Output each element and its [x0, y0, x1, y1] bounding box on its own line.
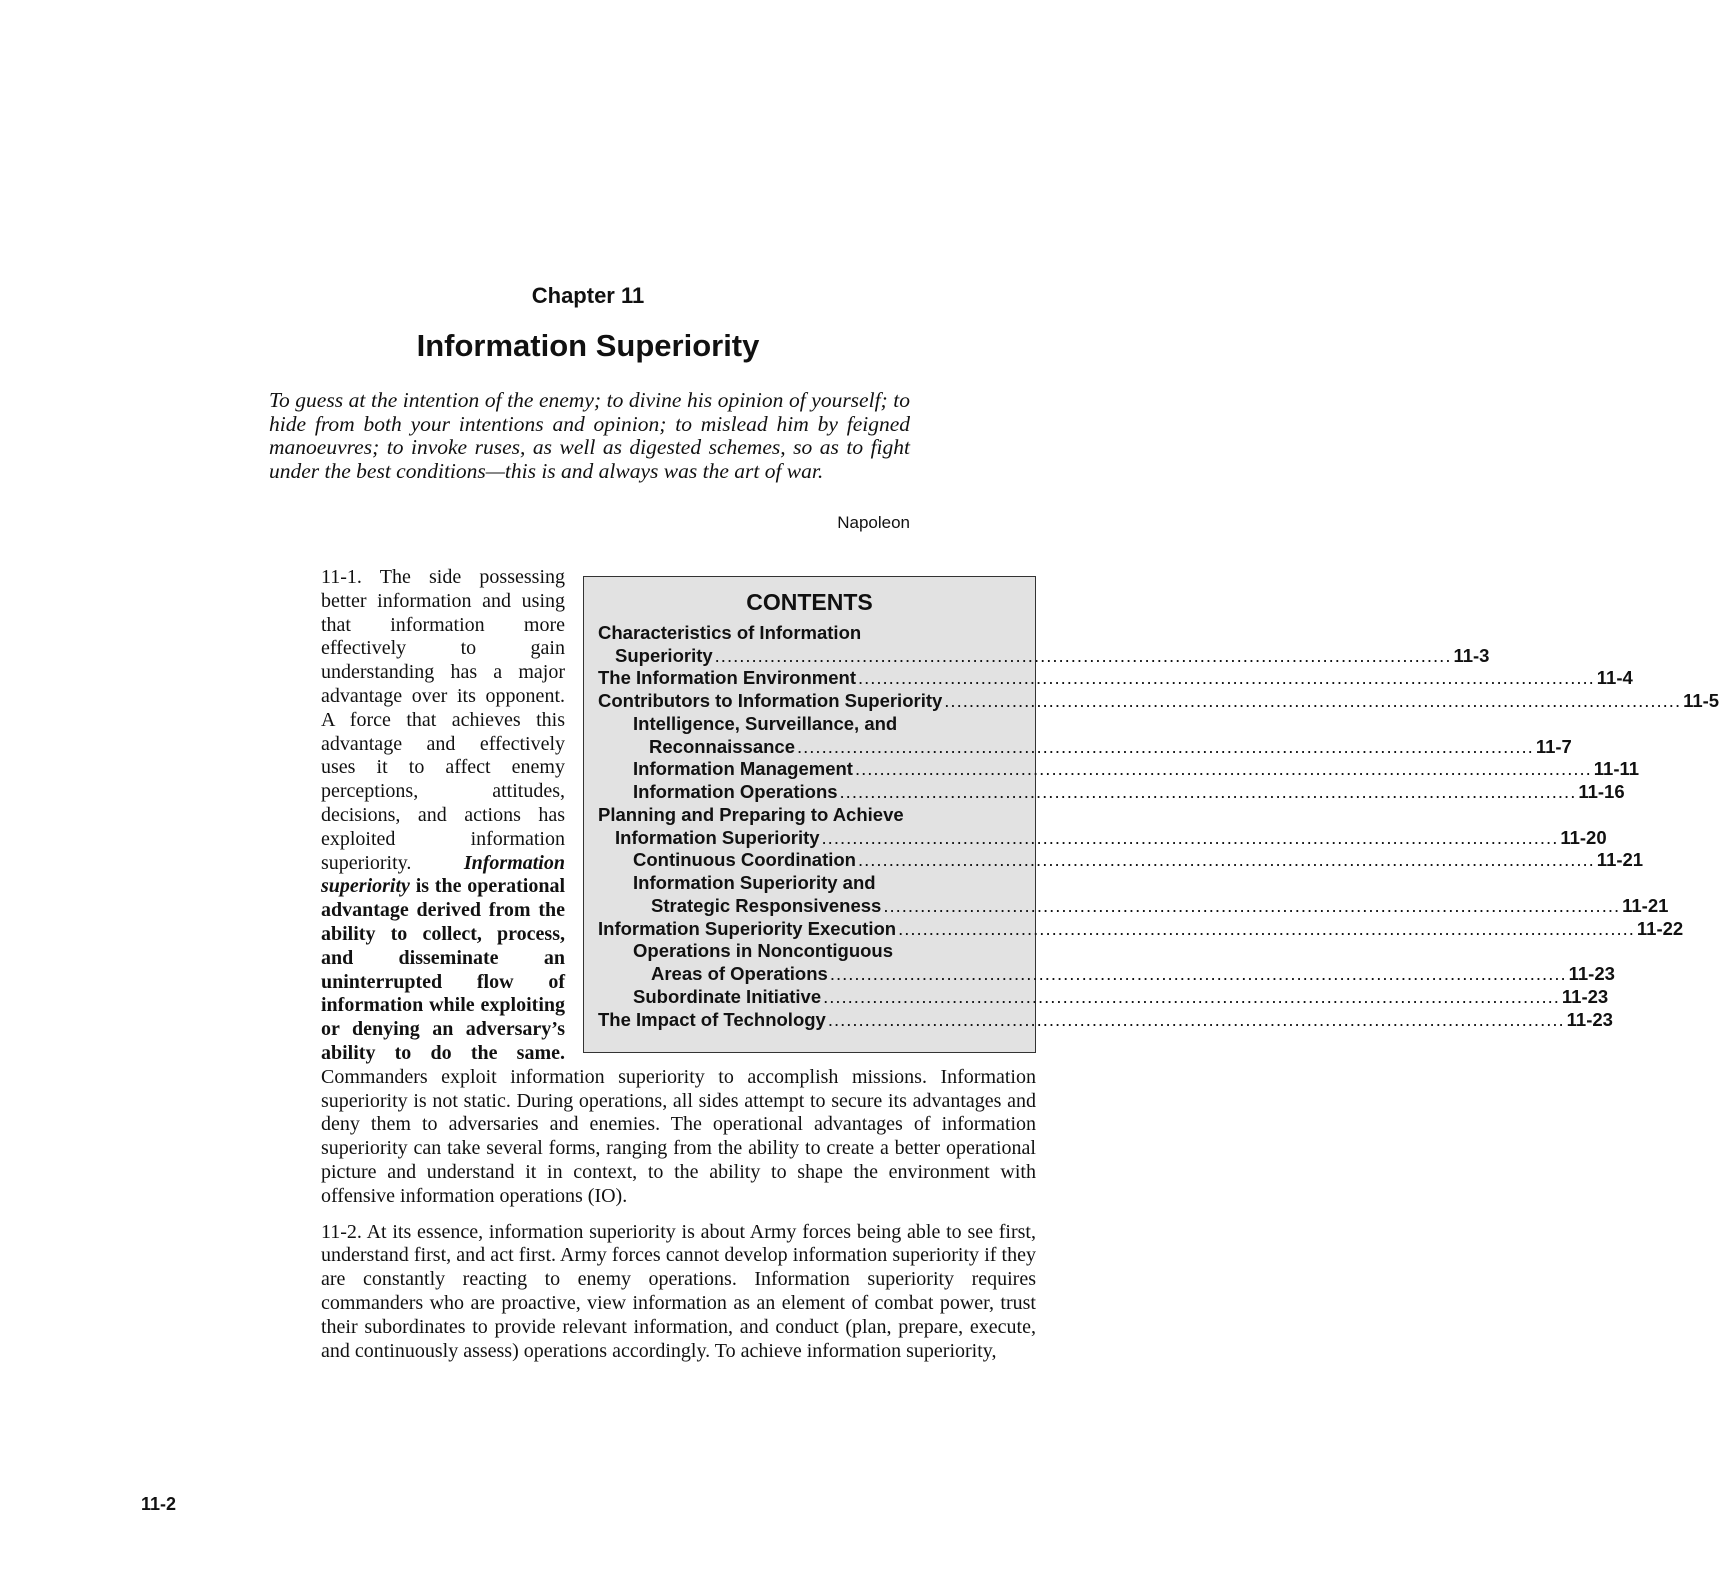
- toc-entry[interactable]: [598, 849, 1644, 872]
- toc-entry-label: Continuous Coordination: [633, 849, 856, 871]
- toc-entry-label: Information Management: [633, 758, 853, 780]
- toc-entry-page: 11-22: [1636, 917, 1684, 939]
- toc-entry-label: Superiority: [615, 644, 713, 666]
- toc-entry-page: 11-20: [1560, 826, 1607, 848]
- paragraph-11-1-intro: 11-1. The side possessing better information and using that information more effectively to gain understanding has a major advantage over its opponent. A force that achieves this advantage and effectively uses it to affect enemy perceptions, attitudes, decisions, and actions has exploited information superiority.: [321, 566, 565, 874]
- toc-entry[interactable]: [598, 758, 1640, 781]
- toc-entry[interactable]: [598, 1008, 1613, 1032]
- toc-entry-label: Reconnaissance: [649, 735, 796, 757]
- toc-entry-label: Intelligence, Surveillance, and: [633, 712, 898, 734]
- contents-heading: CONTENTS: [746, 589, 873, 615]
- toc-entry[interactable]: [598, 963, 1615, 986]
- toc-entry[interactable]: [598, 667, 1633, 690]
- contents-box: [583, 576, 1719, 1053]
- toc-entry-label: Information Superiority and: [633, 872, 876, 894]
- toc-entry[interactable]: [598, 622, 1021, 645]
- toc-entry-page: 11-5: [1683, 690, 1719, 712]
- defined-term: Information superiority: [321, 851, 565, 898]
- toc-entry-page: 11-23: [1568, 963, 1615, 985]
- toc-entry-label: Strategic Responsiveness: [651, 894, 882, 916]
- toc-entry-label: Planning and Preparing to Achieve: [598, 803, 904, 825]
- toc-entry[interactable]: [598, 781, 1625, 804]
- toc-entry[interactable]: [598, 826, 1607, 850]
- toc-entry-label: Characteristics of Information: [598, 621, 862, 643]
- toc-entry-label: Information Superiority: [615, 826, 820, 848]
- toc-entry[interactable]: [598, 713, 1021, 736]
- chapter-label: Chapter 11: [531, 283, 645, 308]
- toc-entry-label: Information Operations: [633, 781, 838, 803]
- chapter-title: Information Superiority: [416, 328, 760, 363]
- page-number: 11-2: [141, 1494, 177, 1514]
- toc-entry-label: Areas of Operations: [651, 963, 828, 985]
- toc-entry-page: 11-11: [1593, 758, 1640, 780]
- paragraph-11-2: 11-2. At its essence, information superiority is about Army forces being able to see first, understand first, and act first. Army forces cannot develop information superiority if they are constantly reacting to enemy operations. Information superiority requires commanders who are proactive, view information as an element of combat power, trust their subordinates to provide relevant information, and conduct (plan, prepare, execute, and continuously assess) operations accordingly. To achieve information superiority,: [321, 1220, 1036, 1362]
- toc-entry-label: The Information Environment: [598, 667, 856, 689]
- paragraph-11-1-rest: Commanders exploit information superiority to accomplish missions. Information superiority is not static. During operations, all sides attempt to secure its advantages and deny them to adversaries and enemies. The operational advantages of information superiority can take several forms, ranging from the ability to create a better operational picture and understand it in context, to the ability to shape the environment with offensive information operations (IO).: [321, 1065, 1036, 1207]
- toc-entry[interactable]: [598, 804, 1021, 827]
- toc-entry-label: Subordinate Initiative: [633, 985, 822, 1007]
- toc-entry[interactable]: [598, 644, 1490, 668]
- toc-entry-page: 11-21: [1596, 849, 1644, 871]
- toc-entry-label: Operations in Noncontiguous: [633, 940, 894, 962]
- toc-entry[interactable]: [598, 690, 1719, 713]
- toc-entry-page: 11-4: [1596, 667, 1633, 689]
- toc-entry-label: The Impact of Technology: [598, 1008, 826, 1030]
- toc-entry-label: Information Superiority Execution: [598, 917, 897, 939]
- toc-entry[interactable]: [598, 735, 1572, 759]
- toc-entry[interactable]: [598, 894, 1669, 918]
- term-definition: is the operational advantage derived from the ability to collect, process, and disseminate an uninterrupted flow of information while exploiting or denying an adversary’s ability to do the same.: [321, 875, 566, 1064]
- toc-entry-page: 11-7: [1535, 735, 1572, 757]
- toc-entry[interactable]: [598, 985, 1609, 1009]
- toc-entry-label: Contributors to Information Superiority: [598, 690, 943, 712]
- epigraph-quote: To guess at the intention of the enemy; to divine his opinion of yourself; to hide from both your intentions and opinion; to mislead him by feigned manoeuvres; to invoke ruses, as well as digested schemes, so as to fight under the best conditions—this is and always was the art of war.: [269, 388, 910, 483]
- toc-entry-page: 11-3: [1453, 644, 1490, 666]
- toc-entry[interactable]: [598, 872, 1021, 895]
- toc-entry-page: 11-16: [1578, 781, 1625, 803]
- epigraph-attribution: Napoleon: [837, 513, 910, 532]
- toc-entry-page: 11-23: [1566, 1008, 1613, 1030]
- toc-entry[interactable]: [598, 917, 1684, 941]
- chapter-body: [321, 566, 1719, 1375]
- toc-entry-page: 11-23: [1561, 985, 1609, 1007]
- toc-entry[interactable]: [598, 940, 1021, 963]
- toc-entry-page: 11-21: [1622, 894, 1669, 916]
